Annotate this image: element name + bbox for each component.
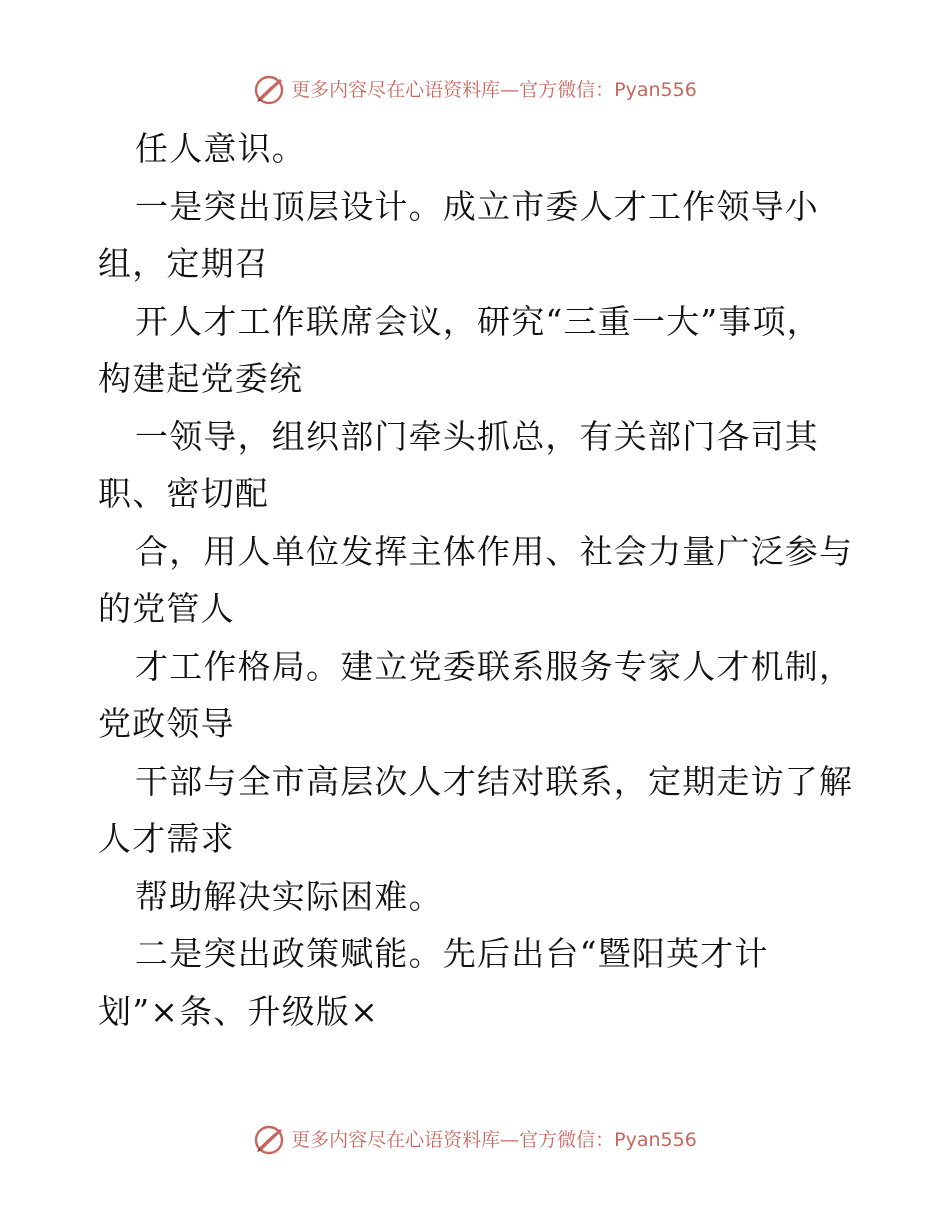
watermark-text-b: 官方微信：Pyan556 [519, 1128, 697, 1151]
text-line: 合，用人单位发挥主体作用、社会力量广泛参与 [135, 531, 854, 571]
text-line: 帮助解决实际困难。 [135, 876, 443, 916]
text-line: 划”×条、升级版× [98, 991, 379, 1031]
text-line: 二是突出政策赋能。先后出台“暨阳英才计 [135, 934, 769, 973]
text-line: 一领导，组织部门牵头抓总，有关部门各司其 [135, 416, 819, 456]
text-line: 一是突出顶层设计。成立市委人才工作领导小 [135, 186, 819, 226]
document-body [98, 120, 858, 1040]
text-line: 人才需求 [98, 819, 235, 858]
watermark-text [291, 1128, 697, 1151]
text-line: 干部与全市高层次人才结对联系，定期走访了解 [135, 761, 854, 801]
header-watermark [0, 70, 950, 110]
watermark-text-a: 更多内容尽在心语资料库— [291, 1128, 520, 1151]
pen-logo-icon [253, 74, 285, 106]
text-line: 组，定期召 [98, 244, 269, 283]
watermark-text-b: 官方微信：Pyan556 [519, 78, 697, 101]
text-line: 任人意识。 [135, 129, 306, 168]
watermark-text [291, 78, 697, 101]
text-line: 构建起党委统 [98, 359, 304, 398]
footer-watermark [0, 1120, 950, 1160]
text-line: 才工作格局。建立党委联系服务专家人才机制， [135, 646, 854, 686]
pen-logo-icon [253, 1124, 285, 1156]
watermark-text-a: 更多内容尽在心语资料库— [291, 78, 520, 101]
text-line: 开人才工作联席会议，研究“三重一大”事项， [135, 301, 821, 341]
text-line: 党政领导 [98, 704, 235, 743]
text-line: 职、密切配 [98, 474, 269, 513]
text-line: 的党管人 [98, 589, 235, 628]
